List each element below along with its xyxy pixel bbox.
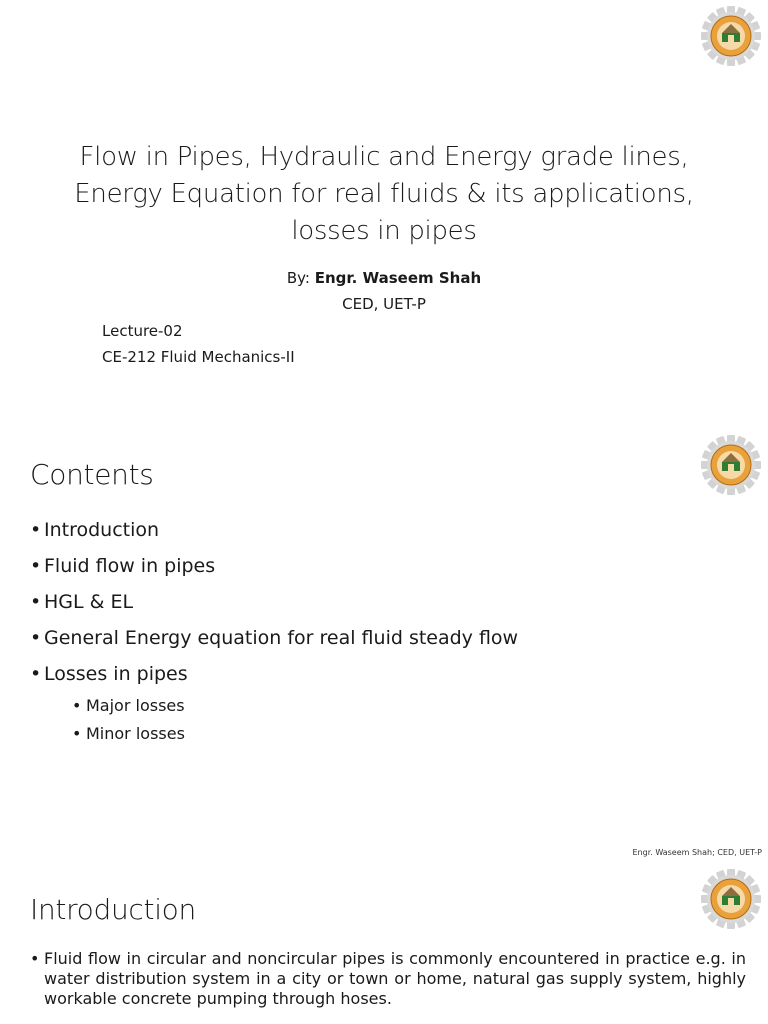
sub-list	[44, 692, 518, 748]
course-name: CE-212 Fluid Mechanics-II	[102, 348, 295, 366]
lecture-number: Lecture-02	[102, 322, 183, 340]
lecture-info	[102, 318, 295, 370]
by-prefix: By:	[286, 269, 315, 287]
university-seal-icon	[700, 434, 762, 496]
list-item: • Fluid flow in pipes	[30, 548, 518, 584]
title-slide	[0, 0, 768, 420]
introduction-heading: Introduction	[30, 893, 196, 926]
introduction-slide	[0, 865, 768, 1024]
sub-list-item: • Major losses	[72, 692, 518, 720]
slide-footer: Engr. Waseem Shah; CED, UET-P	[632, 848, 762, 857]
list-item: • HGL & EL	[30, 584, 518, 620]
contents-heading: Contents	[30, 458, 154, 491]
introduction-body	[30, 949, 746, 1015]
list-item-label: Losses in pipes	[44, 663, 188, 685]
university-seal-icon	[700, 868, 762, 930]
sub-list-item: • Minor losses	[72, 720, 518, 748]
paragraph: • Fluid flow in circular and noncircular pipes is commonly encountered in practice e.g. in water distribution system in a city or town or home, natural gas supply system, highly workable concrete pumping through hoses.	[30, 949, 746, 1009]
contents-slide	[0, 420, 768, 865]
university-seal-icon	[700, 5, 762, 67]
list-item: • General Energy equation for real fluid steady flow	[30, 620, 518, 656]
list-item	[30, 656, 518, 748]
contents-list	[30, 512, 518, 748]
slide-title: Flow in Pipes, Hydraulic and Energy grade lines, Energy Equation for real fluids & its applications, losses in pipes	[74, 142, 694, 246]
author-name: Engr. Waseem Shah	[314, 269, 482, 287]
author-affiliation: CED, UET-P	[342, 295, 426, 313]
list-item: • Introduction	[30, 512, 518, 548]
author-line	[0, 268, 768, 289]
